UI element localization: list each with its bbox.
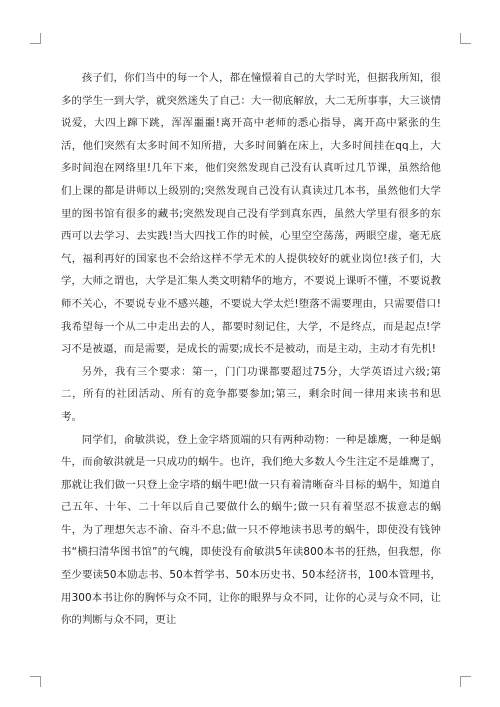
paragraph-3: 同学们，俞敏洪说，登上金字塔顶端的只有两种动物：一种是雄鹰，一种是蜗牛，而俞敏洪就是一只成功的蜗牛。也许，我们绝大多数人今生注定不是雄鹰了，那就让我们做一只登上金字塔的蜗牛吧!做一只有着清晰奋斗目标的蜗牛，知道自己五年、十年、二十年以后自己要做什么的蜗牛;做一只有着坚忍不拔意志的蜗牛，为了理想矢志不渝、奋斗不息;做一只不停地读书思考的蜗牛，即使没有钱钟书“横扫清华图书馆”的气魄，即使没有俞敏洪5年读800本书的狂热，但我想，你至少要读50本励志书、50本哲学书、50本历史书、50本经济书，100本管理书，用300本书让你的胸怀与众不同，让你的眼界与众不同，让你的心灵与众不同，让你的判断与众不同，更让 xyxy=(61,433,441,627)
crop-mark-bottom-right xyxy=(460,676,471,687)
document-body xyxy=(61,67,441,632)
paragraph-1: 孩子们，你们当中的每一个人，都在憧憬着自己的大学时光，但据我所知，很多的学生一到大学，就突然迷失了自己：大一彻底解放，大二无所事事，大三谈情说爱，大四上蹿下跳，浑浑噩噩!离开高中老师的悉心指导，离开高中紧张的生活，他们突然有太多时间不知所措，大多时间躺在床上，大多时间挂在qq上，大多时间泡在网络里!几年下来，他们突然发现自己没有认真听过几节课，虽然给他们上课的都是讲师以上级别的;突然发现自己没有认真读过几本书，虽然他们大学里的图书馆有很多的藏书;突然发现自己没有学到真东西，虽然大学里有很多的东西可以去学习、去实践!当大四找工作的时候，心里空空荡荡，两眼空虚，毫无底气，福利再好的国家也不会给这样不学无术的人提供较好的就业岗位!孩子们，大学，大师之谓也，大学是汇集人类文明精华的地方，不要说上课听不懂，不要说教师不关心，不要说专业不感兴趣，不要说大学太烂!堕落不需要理由，只需要借口!我希望每一个从二中走出去的人，都要时刻记住，大学，不是终点，而是起点!学习不是被逼，而是需要，是成长的需要;成长不是被动，而是主动，主动才有先机! xyxy=(61,72,441,356)
crop-mark-bottom-left xyxy=(30,676,41,687)
crop-mark-top-left xyxy=(30,33,41,44)
paragraph-2: 另外，我有三个要求：第一，门门功课都要超过75分，大学英语过六级;第二，所有的社团活动、所有的竞争都要参加;第三，剩余时间一律用来读书和思考。 xyxy=(61,365,441,423)
crop-mark-top-right xyxy=(460,33,471,44)
